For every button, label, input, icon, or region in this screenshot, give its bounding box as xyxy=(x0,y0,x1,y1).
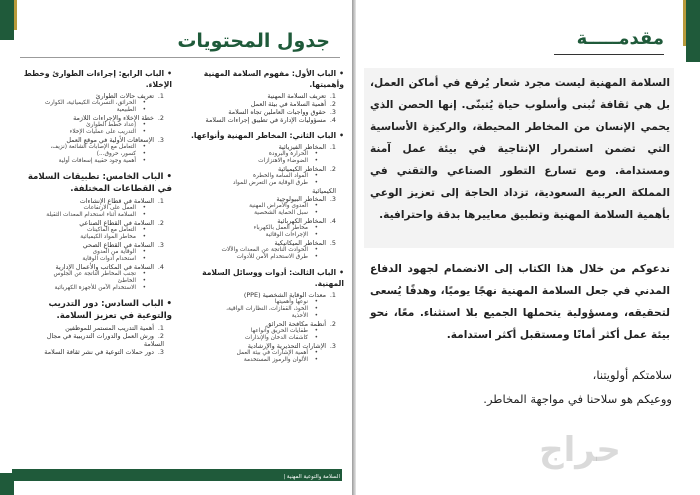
item-number: 3. xyxy=(329,195,336,203)
toc-subitem xyxy=(12,158,146,165)
toc-subitem xyxy=(184,335,318,342)
item-number: 2. xyxy=(157,332,164,340)
item-text: المخاطر الكهربائية xyxy=(277,217,326,225)
bullet-icon: • xyxy=(314,328,318,334)
toc-item xyxy=(184,195,336,203)
bullet-icon: • xyxy=(142,205,146,211)
item-text: السلامة xyxy=(143,340,164,348)
bullet-icon: • xyxy=(314,210,318,216)
toc-item xyxy=(184,165,336,173)
toc-subitem xyxy=(12,285,146,292)
toc-subitem xyxy=(184,247,318,254)
bullet-icon: • xyxy=(142,234,146,240)
item-text: الحرائق، التسربات الكيميائية، الكوارث xyxy=(44,100,136,106)
toc-subitem xyxy=(184,232,318,239)
bullet-icon: • xyxy=(314,299,318,305)
bullet-icon: • xyxy=(314,173,318,179)
toc-item xyxy=(12,241,164,249)
bullet-icon: • xyxy=(314,225,318,231)
chapter-text: الباب الرابع: إجراءات الطوارئ وخطط الإخلاء. xyxy=(23,69,172,89)
bullet-icon: • xyxy=(142,144,146,150)
bullet-icon: • xyxy=(314,158,318,164)
item-text: الخوذ، القفازات، النظارات الواقية، xyxy=(226,306,308,312)
corner-decoration xyxy=(686,0,700,62)
toc-column-right xyxy=(184,62,344,364)
item-text: حقوق وواجبات العاملين تجاه السلامة xyxy=(228,108,326,116)
item-text: أهمية السلامة في بيئة العمل xyxy=(250,100,326,108)
toc-item xyxy=(184,291,336,299)
toc-item xyxy=(12,340,164,348)
bullet-icon: • xyxy=(142,158,146,164)
chapter-text: الباب الثاني: المخاطر المهنية وأنواعها. xyxy=(190,131,337,140)
bullet-icon: • xyxy=(314,357,318,363)
toc-chapter-heading xyxy=(184,130,344,141)
item-text: الكيميائية xyxy=(312,187,336,195)
bullet-icon: • xyxy=(142,285,146,291)
toc-subitem xyxy=(184,350,318,357)
chapter-text: الباب الخامس: تطبيقات السلامة في القطاعات المختلفة. xyxy=(27,172,172,194)
item-text: أهمية التدريب المستمر للموظفين xyxy=(65,324,154,332)
item-number: 1. xyxy=(329,291,336,299)
toc-subitem xyxy=(12,234,146,241)
item-text: الأحذية xyxy=(291,313,308,319)
watermark: حراج xyxy=(539,430,621,470)
item-number: 4. xyxy=(329,116,336,124)
toc-subitem xyxy=(184,180,318,187)
toc-item xyxy=(12,92,164,100)
bullet-icon: • xyxy=(142,107,146,113)
bullet-icon: • xyxy=(142,129,146,135)
item-number: 2. xyxy=(329,100,336,108)
toc-subitem xyxy=(184,173,318,180)
toc-item xyxy=(12,263,164,271)
toc-subitem xyxy=(184,313,318,320)
intro-paragraph-1: السلامة المهنية ليست مجرد شعار يُرفع في أماكن العمل، بل هي ثقافة تُبنى وأسلوب حياة يُتبنّى. إنها الحصن الذي يحمي الإنسان من المخاطر المحيطة، والركيزة الأساسية التي تضمن استمرار الإنتاجية في بيئة عمل آمنة ومستدامة. ومع تسارع التطور الصناعي والتقني في المملكة العربية السعودية، تزداد الحاجة إلى تعزيز الوعي بأهمية السلامة المهنية وتطبيق معاييرها بدقة واحترافية. xyxy=(370,77,670,221)
bullet-icon: • xyxy=(314,151,318,157)
footer-text: السلامة والتوعية المهنية | xyxy=(283,474,340,480)
item-number: 1. xyxy=(157,324,164,332)
toc-subitem xyxy=(12,151,146,158)
toc-subitem xyxy=(12,122,146,129)
toc-item xyxy=(12,348,164,356)
item-text: التدريب على عمليات الإخلاء xyxy=(69,129,136,135)
bullet-icon: • xyxy=(142,151,146,157)
item-number: 4. xyxy=(329,217,336,225)
item-text: الإسعافات الأولية في موقع العمل xyxy=(66,136,154,144)
intro-page xyxy=(356,0,700,495)
chapter-text: الباب الثالث: أدوات ووسائل السلامة المهنية. xyxy=(202,268,344,288)
bullet-icon: • xyxy=(142,122,146,128)
bullet-icon: • xyxy=(166,172,172,182)
item-number: 3. xyxy=(157,241,164,249)
item-text: الخاطئ xyxy=(117,278,136,284)
item-text: التعامل مع الماكينات xyxy=(86,227,136,233)
item-text: الحرارة والبرودة xyxy=(268,151,308,157)
bullet-icon: • xyxy=(142,100,146,106)
bullet-icon: • xyxy=(314,180,318,186)
bullet-icon: • xyxy=(167,69,172,78)
toc-subitem xyxy=(12,212,146,219)
toc-subitem xyxy=(184,328,318,335)
toc-subitem xyxy=(12,144,146,151)
item-text: السلامة في المكاتب والأعمال الإدارية xyxy=(55,263,154,271)
toc-subitem xyxy=(12,129,146,136)
item-number: 1. xyxy=(157,92,164,100)
item-text: استخدام أدوات الوقاية xyxy=(82,256,136,262)
toc-subitem xyxy=(12,278,146,285)
bullet-icon: • xyxy=(314,247,318,253)
toc-subitem xyxy=(12,249,146,256)
toc-item xyxy=(184,143,336,151)
bullet-icon: • xyxy=(142,227,146,233)
item-text: كسور، حروق...) xyxy=(96,151,136,157)
item-text: الإشارات التحذيرية والإرشادية xyxy=(247,342,326,350)
toc-subitem xyxy=(12,107,146,114)
toc-item xyxy=(184,217,336,225)
item-text: دور حملات التوعية في نشر ثقافة السلامة xyxy=(44,348,154,356)
bullet-icon: • xyxy=(314,350,318,356)
item-number: 2. xyxy=(157,114,164,122)
chapter-text: الباب الأول: مفهوم السلامة المهنية وأهميتها. xyxy=(203,69,344,89)
item-text: الطبيعية xyxy=(116,107,136,113)
toc-item xyxy=(184,187,336,195)
toc-item xyxy=(184,342,336,350)
item-text: مسؤوليات الإدارة في تطبيق إجراءات السلامة xyxy=(205,116,326,124)
item-text: الاستخدام الآمن للأجهزة الكهربائية xyxy=(54,285,136,291)
item-text: الضوضاء والاهتزازات xyxy=(258,158,308,164)
toc-item xyxy=(184,108,336,116)
item-text: تجنب المخاطر الناتجة عن الجلوس xyxy=(53,271,136,277)
toc-item xyxy=(12,219,164,227)
item-number: 1. xyxy=(329,92,336,100)
toc-chapter-heading xyxy=(12,171,172,195)
item-number: 3. xyxy=(329,108,336,116)
closing-line-2: ووعيكم هو سلاحنا في مواجهة المخاطر. xyxy=(483,392,672,406)
toc-chapter-heading xyxy=(12,68,172,90)
item-text: المخاطر الميكانيكية xyxy=(274,239,326,247)
item-text: المخاطر البيولوجية xyxy=(276,195,326,203)
toc-subitem xyxy=(12,256,146,263)
bullet-icon: • xyxy=(314,313,318,319)
title-divider xyxy=(554,54,664,55)
item-text: التعامل مع الإصابات الشائعة (نزيف، xyxy=(50,144,136,150)
item-text: ورش العمل والدورات التدريبية في مجال xyxy=(46,332,154,340)
item-text: السلامة في القطاع الصحي xyxy=(82,241,154,249)
bullet-icon: • xyxy=(142,271,146,277)
toc-subitem xyxy=(184,225,318,232)
item-text: المخاطر الكيميائية xyxy=(277,165,326,173)
toc-item xyxy=(184,320,336,328)
bullet-icon: • xyxy=(314,232,318,238)
item-number: 4. xyxy=(157,263,164,271)
item-text: السلامة في قطاع الإنشاءات xyxy=(79,197,154,205)
item-text: طفايات الحريق وأنواعها xyxy=(250,328,308,334)
bullet-icon: • xyxy=(339,131,344,140)
item-text: المخاطر الفيزيائية xyxy=(278,143,326,151)
toc-chapter-heading xyxy=(12,298,172,322)
bullet-icon: • xyxy=(314,203,318,209)
item-text: تعريف حالات الطوارئ xyxy=(95,92,154,100)
corner-decoration xyxy=(0,0,14,40)
item-number: 3. xyxy=(329,342,336,350)
toc-item xyxy=(184,92,336,100)
corner-decoration xyxy=(683,0,686,46)
corner-decoration xyxy=(14,0,17,30)
chapter-text: الباب السادس: دور التدريب والتوعية في تعزيز السلامة. xyxy=(48,299,172,321)
toc-item xyxy=(12,324,164,332)
toc-subitem xyxy=(184,299,318,306)
item-text: سبل الحماية الشخصية xyxy=(254,210,308,216)
item-number: 2. xyxy=(329,165,336,173)
toc-subitem xyxy=(184,306,318,313)
item-text: المواد السامة والخطرة xyxy=(252,173,308,179)
item-text: الألوان والرموز المستخدمة xyxy=(243,357,308,363)
item-text: مخاطر المواد الكيميائية xyxy=(80,234,136,240)
bullet-icon: • xyxy=(142,278,146,284)
item-text: الوقاية من العدوى xyxy=(92,249,136,255)
item-text: مخاطر العمل بالكهرباء xyxy=(253,225,308,231)
bullet-icon: • xyxy=(314,254,318,260)
bullet-icon: • xyxy=(142,212,146,218)
toc-item xyxy=(184,239,336,247)
bullet-icon: • xyxy=(314,306,318,312)
toc-item xyxy=(12,114,164,122)
toc-subitem xyxy=(184,158,318,165)
intro-paragraph-2: ندعوكم من خلال هذا الكتاب إلى الانضمام لجهود الدفاع المدني في جعل السلامة المهنية نهجًا يوميًا، وهدفًا يُسعى لتحقيقه، ومسؤولية يتحملها الجميع بلا استثناء. معًا، نحو بيئة عمل أكثر أمانًا ومستقبل أكثر استدامة. xyxy=(370,263,670,341)
toc-chapter-heading xyxy=(184,267,344,289)
toc-subitem xyxy=(184,357,318,364)
item-text: خطة الإخلاء والإجراءات اللازمة xyxy=(73,114,154,122)
item-number: 2. xyxy=(329,320,336,328)
toc-item xyxy=(184,100,336,108)
item-text: معدات الوقاية الشخصية (PPE) xyxy=(243,291,326,299)
item-text: الحوادث الناتجة عن المعدات والآلات xyxy=(221,247,308,253)
item-number: 5. xyxy=(329,239,336,247)
toc-item xyxy=(12,136,164,144)
item-text: الإجراءات الوقائية xyxy=(265,232,308,238)
item-number: 2. xyxy=(157,219,164,227)
item-text: نوعها وأهميتها xyxy=(274,299,308,305)
item-number: 1. xyxy=(157,197,164,205)
bullet-icon: • xyxy=(142,249,146,255)
item-text: تعريف السلامة المهنية xyxy=(267,92,326,100)
bullet-icon: • xyxy=(142,256,146,262)
toc-chapter-heading xyxy=(184,68,344,90)
toc-subitem xyxy=(12,227,146,234)
item-text: أهمية الإشارات في بيئة العمل xyxy=(236,350,308,356)
item-number: 1. xyxy=(329,143,336,151)
bullet-icon: • xyxy=(339,69,344,78)
item-text: العمل على الارتفاعات xyxy=(83,205,136,211)
item-text: طرق الوقاية من التعرض للمواد xyxy=(232,180,308,186)
toc-item xyxy=(12,197,164,205)
item-text: إعداد خطط الطوارئ xyxy=(86,122,136,128)
item-text: طرق الاستخدام الآمن للأدوات xyxy=(236,254,308,260)
bullet-icon: • xyxy=(314,335,318,341)
item-text: السلامة أثناء استخدام المعدات الثقيلة xyxy=(46,212,136,218)
toc-subitem xyxy=(184,254,318,261)
item-text: أهمية وجود حقيبة إسعافات أولية xyxy=(58,158,136,164)
title-divider xyxy=(20,57,340,58)
item-number: 3. xyxy=(157,136,164,144)
item-text: أنظمة مكافحة الحرائق xyxy=(266,320,326,328)
toc-subitem xyxy=(12,205,146,212)
item-text: كاشفات الدخان والإنذارات xyxy=(244,335,308,341)
item-number: 3. xyxy=(157,348,164,356)
item-text: السلامة في القطاع الصناعي xyxy=(79,219,154,227)
bullet-icon: • xyxy=(339,268,344,277)
toc-subitem xyxy=(184,210,318,217)
bullet-icon: • xyxy=(166,299,172,309)
closing-line-1: سلامتكم أولويتنا، xyxy=(592,368,672,382)
toc-title: جدول المحتويات xyxy=(177,30,330,52)
toc-item xyxy=(12,332,164,340)
item-text: العدوى والأمراض المهنية xyxy=(249,203,308,209)
toc-subitem xyxy=(184,203,318,210)
toc-subitem xyxy=(12,271,146,278)
toc-item xyxy=(184,116,336,124)
intro-title: مقدمـــــة xyxy=(576,28,664,49)
toc-subitem xyxy=(184,151,318,158)
toc-subitem xyxy=(12,100,146,107)
toc-column-left xyxy=(12,62,172,356)
